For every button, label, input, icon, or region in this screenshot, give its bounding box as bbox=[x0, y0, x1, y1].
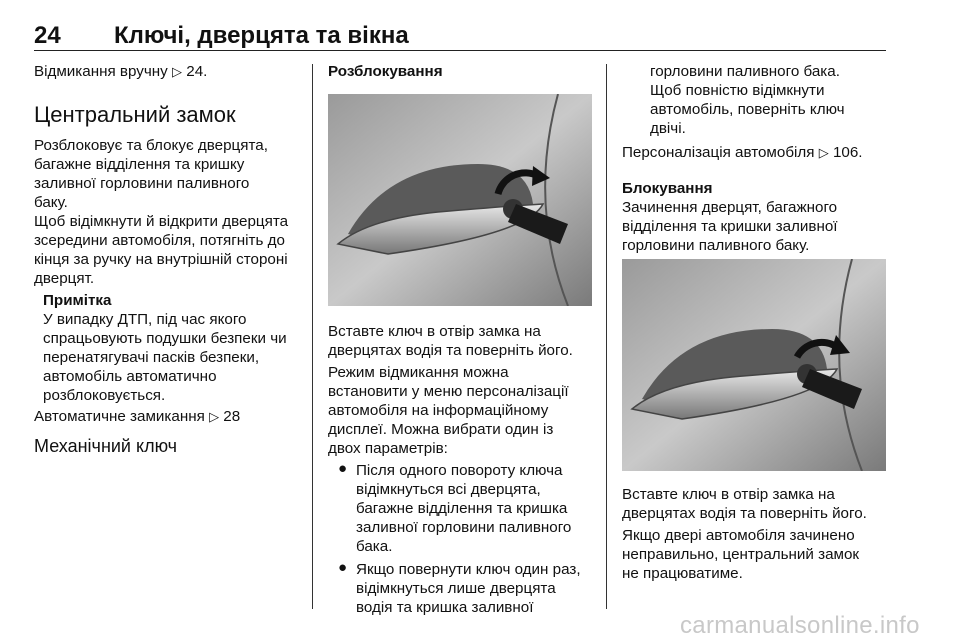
caption2-line1: Вставте ключ в отвір замка на bbox=[622, 486, 835, 503]
para-central-1-line4: баку. bbox=[34, 194, 68, 211]
bullet1-line4: заливної горловини паливного bbox=[356, 519, 572, 536]
bullet1-line1: Після одного повороту ключа bbox=[356, 462, 563, 479]
para-central-2-line1: Щоб відімкнути й відкрити дверцята bbox=[34, 213, 289, 230]
para-mode-line4: дисплеї. Можна вибрати один із bbox=[328, 421, 554, 438]
reference-arrow-icon: ▷ bbox=[172, 65, 183, 80]
column-divider-1 bbox=[312, 64, 313, 609]
ref-auto-lock[interactable]: Автоматичне замикання ▷ 28 bbox=[34, 408, 241, 425]
para-mode-line2: встановити у меню персоналізації bbox=[328, 383, 569, 400]
caption1-line2: дверцятах водія та поверніть його. bbox=[328, 342, 573, 359]
para-mode-line5: двох параметрів: bbox=[328, 440, 448, 457]
bullet2-cont-line3: автомобіль, поверніть ключ bbox=[650, 101, 845, 118]
note-title: Примітка bbox=[43, 292, 112, 309]
para-lock-line2: відділення та кришки заливної bbox=[622, 218, 838, 235]
note-line2: спрацьовують подушки безпеки чи bbox=[43, 330, 287, 347]
heading-central-lock: Центральний замок bbox=[34, 102, 236, 127]
heading-mechanical-key: Механічний ключ bbox=[34, 436, 178, 456]
bullet2-cont-line1: горловини паливного бака. bbox=[650, 63, 840, 80]
bullet2-line2: відімкнуться лише дверцята bbox=[356, 580, 556, 597]
para-central-1-line2: багажне відділення та кришку bbox=[34, 156, 245, 173]
para-central-2-line2: зсередини автомобіля, потягніть до bbox=[34, 232, 285, 249]
bullet1-line2: відімкнуться всі дверцята, bbox=[356, 481, 541, 498]
para-mode-line1: Режим відмикання можна bbox=[328, 364, 509, 381]
heading-locking: Блокування bbox=[622, 180, 713, 197]
bullet2-line3: водія та кришка заливної bbox=[356, 599, 534, 616]
para-central-2-line4: дверцят. bbox=[34, 270, 95, 287]
para-warn-line3: не працюватиме. bbox=[622, 565, 743, 582]
ref-manual-unlock[interactable]: Відмикання вручну ▷ 24. bbox=[34, 63, 208, 80]
footer-watermark: carmanualsonline.info bbox=[680, 612, 920, 639]
reference-arrow-icon: ▷ bbox=[818, 146, 829, 161]
caption2-line2: дверцятах водія та поверніть його. bbox=[622, 505, 867, 522]
bullet2-line1: Якщо повернути ключ один раз, bbox=[356, 561, 581, 578]
page-header bbox=[34, 18, 886, 48]
note-line1: У випадку ДТП, під час якого bbox=[43, 311, 247, 328]
bullet-dot-icon: ● bbox=[338, 559, 348, 576]
note-line4: автомобіль автоматично bbox=[43, 368, 217, 385]
figure-door-handle-unlock bbox=[328, 94, 592, 306]
para-lock-line1: Зачинення дверцят, багажного bbox=[622, 199, 838, 216]
para-warn-line2: неправильно, центральний замок bbox=[622, 546, 860, 563]
header-rule bbox=[34, 50, 886, 51]
para-central-1-line1: Розблоковує та блокує дверцята, bbox=[34, 137, 268, 154]
figure-door-handle-lock bbox=[622, 259, 886, 471]
heading-unlocking: Розблокування bbox=[328, 63, 443, 80]
page-number: 24 bbox=[34, 22, 61, 49]
bullet1-line3: багажне відділення та кришка bbox=[356, 500, 568, 517]
chapter-title: Ключі, дверцята та вікна bbox=[114, 22, 409, 49]
para-central-2-line3: кінця за ручку на внутрішній стороні bbox=[34, 251, 288, 268]
note-line5: розблоковується. bbox=[43, 387, 166, 404]
column-divider-2 bbox=[606, 64, 607, 609]
note-line3: перенатягувачі пасків безпеки, bbox=[43, 349, 260, 366]
bullet-dot-icon: ● bbox=[338, 460, 348, 477]
para-mode-line3: автомобіля на інформаційному bbox=[328, 402, 549, 419]
para-warn-line1: Якщо двері автомобіля зачинено bbox=[622, 527, 855, 544]
bullet2-cont-line2: Щоб повністю відімкнути bbox=[650, 82, 825, 99]
reference-arrow-icon: ▷ bbox=[209, 410, 220, 425]
caption1-line1: Вставте ключ в отвір замка на bbox=[328, 323, 541, 340]
para-lock-line3: горловини паливного баку. bbox=[622, 237, 810, 254]
bullet1-line5: бака. bbox=[356, 538, 393, 555]
bullet2-cont-line4: двічі. bbox=[650, 120, 686, 137]
para-central-1-line3: заливної горловини паливного bbox=[34, 175, 250, 192]
ref-personalisation[interactable]: Персоналізація автомобіля ▷ 106. bbox=[622, 144, 863, 161]
